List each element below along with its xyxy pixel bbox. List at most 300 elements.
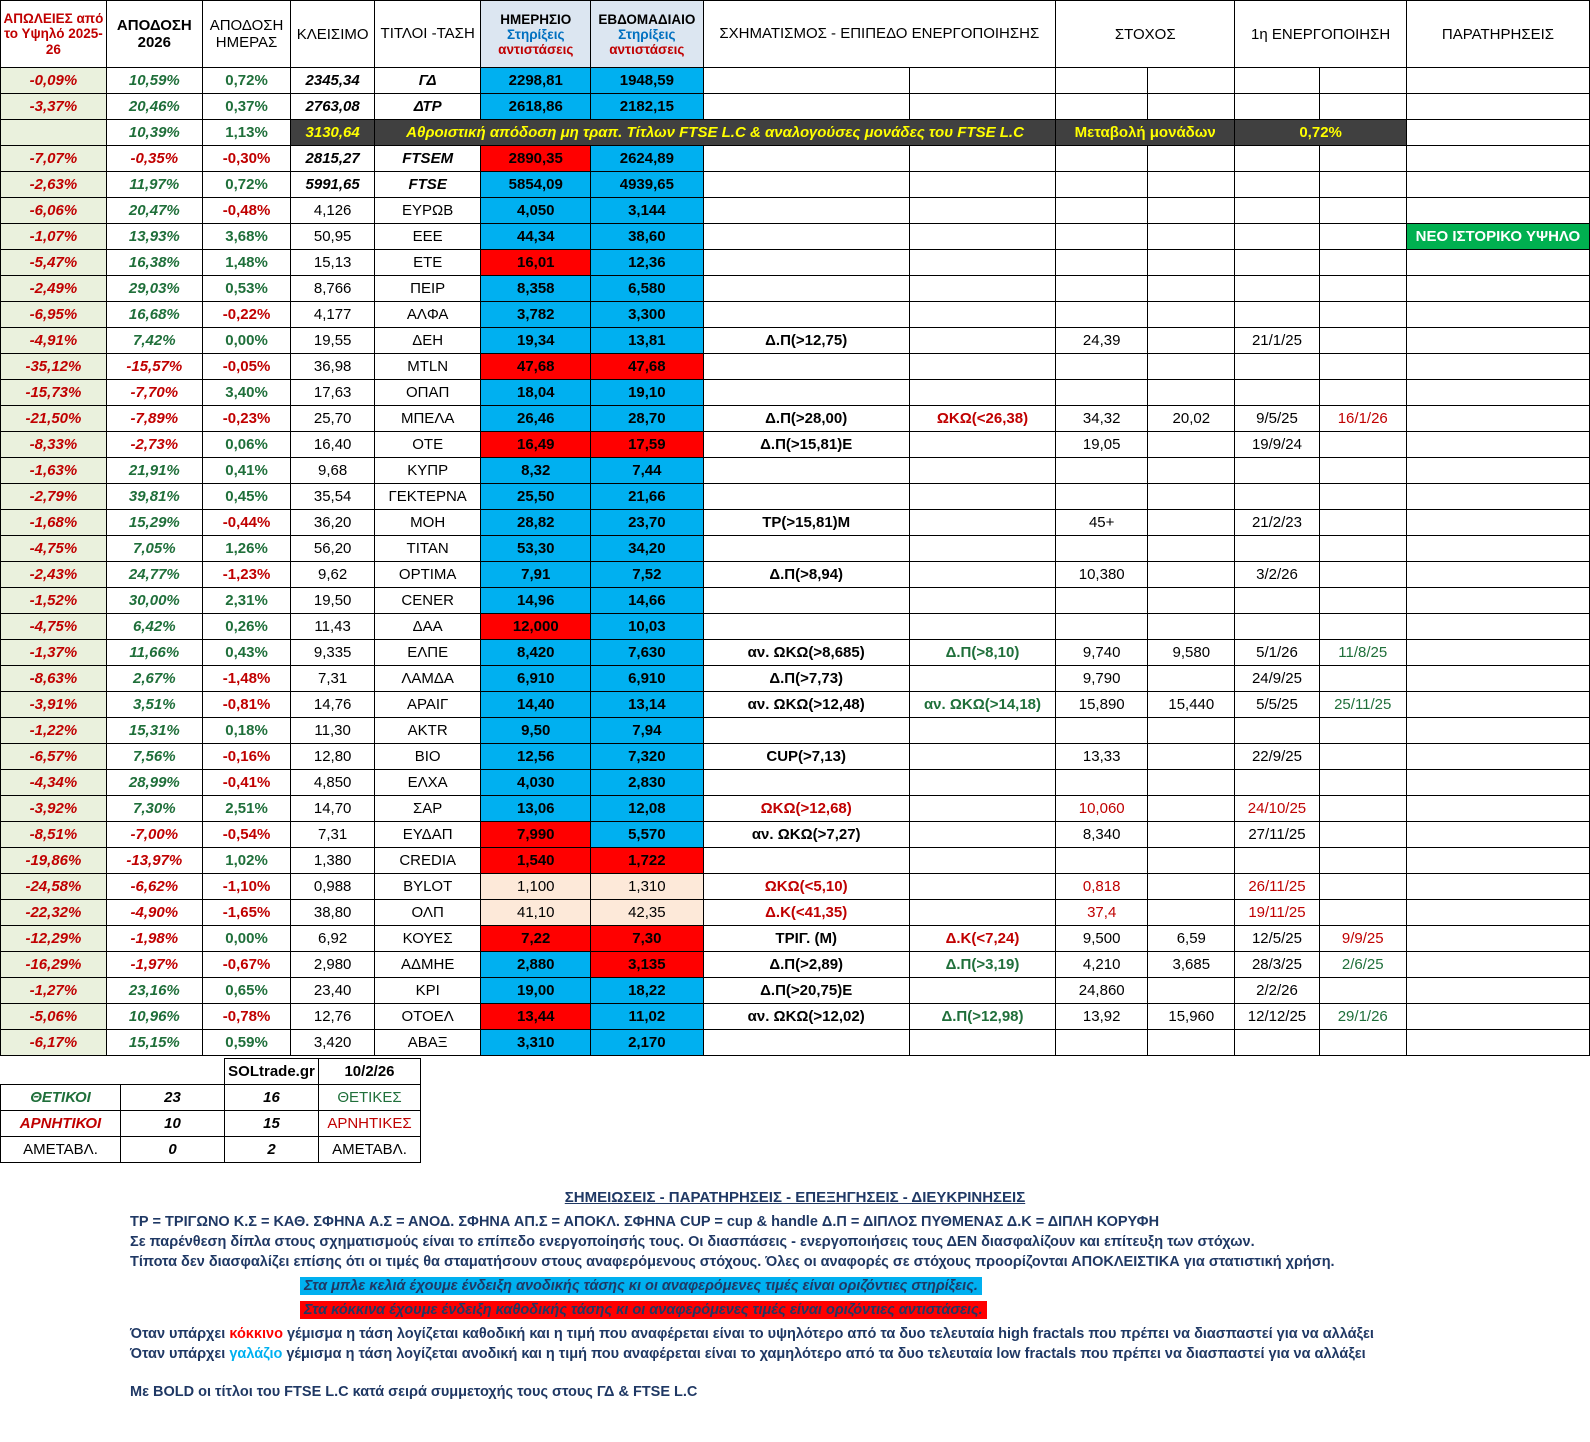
cell-formation-2 [909,588,1055,614]
cell-remark [1406,562,1589,588]
notes-line-5 [130,1346,1590,1362]
cell-daily: 13,06 [481,796,591,822]
cell-daily: 14,40 [481,692,591,718]
cell-remark [1406,1004,1589,1030]
table-row [1,380,1590,406]
cell-loss: -7,07% [1,146,107,172]
cell-perf-year: 20,46% [106,94,202,120]
cell-activation-1 [1235,536,1319,562]
banner-close: 3130,64 [291,120,375,146]
cell-perf-day: 1,26% [202,536,291,562]
cell-target-1: 13,92 [1056,1004,1148,1030]
cell-activation-1 [1235,1030,1319,1056]
cell-title: KPI [374,978,480,1004]
cell-formation-1: ΩΚΩ(>12,68) [703,796,909,822]
summary-table [0,1058,421,1163]
cell-weekly: 3,144 [591,198,703,224]
notes-line-4 [130,1326,1590,1342]
cell-target-2 [1148,718,1235,744]
table-row [1,848,1590,874]
cell-formation-2 [909,484,1055,510]
table-row [1,484,1590,510]
cell-close: 11,30 [291,718,375,744]
cell-perf-year: 23,16% [106,978,202,1004]
table-row [1,146,1590,172]
cell-target-2 [1148,562,1235,588]
cell-activation-2 [1319,276,1406,302]
cell-weekly: 5,570 [591,822,703,848]
cell-close: 2763,08 [291,94,375,120]
cell-target-1: 19,05 [1056,432,1148,458]
summary-label2-negative: ΑΡΝΗΤΙΚΕΣ [319,1111,421,1137]
cell-target-2 [1148,432,1235,458]
table-row [1,614,1590,640]
cell-daily: 2,880 [481,952,591,978]
cell-target-1: 8,340 [1056,822,1148,848]
cell-formation-2: Δ.Π(>3,19) [909,952,1055,978]
table-row [1,744,1590,770]
cell-target-1: 0,818 [1056,874,1148,900]
table-row [1,302,1590,328]
cell-loss: -15,73% [1,380,107,406]
cell-loss: -2,79% [1,484,107,510]
cell-formation-2 [909,198,1055,224]
cell-target-1: 37,4 [1056,900,1148,926]
cell-daily: 2890,35 [481,146,591,172]
notes-line-5b: γαλάζιο [229,1346,283,1362]
cell-target-2 [1148,68,1235,94]
cell-formation-1: Δ.Π(>28,00) [703,406,909,432]
cell-weekly: 3,300 [591,302,703,328]
cell-activation-2 [1319,874,1406,900]
notes-line-6 [130,1384,1590,1400]
cell-formation-1 [703,588,909,614]
cell-daily: 13,44 [481,1004,591,1030]
cell-activation-2 [1319,198,1406,224]
cell-remark [1406,510,1589,536]
cell-weekly: 21,66 [591,484,703,510]
cell-formation-2 [909,94,1055,120]
cell-activation-2: 11/8/25 [1319,640,1406,666]
cell-perf-day: 0,41% [202,458,291,484]
table-row [1,900,1590,926]
cell-title: ΑΡΑΙΓ [374,692,480,718]
cell-weekly: 10,03 [591,614,703,640]
cell-close: 7,31 [291,822,375,848]
summary-b-unchanged: 2 [225,1137,319,1163]
cell-remark [1406,328,1589,354]
cell-loss: -1,07% [1,224,107,250]
cell-close: 23,40 [291,978,375,1004]
cell-target-1 [1056,224,1148,250]
cell-remark [1406,458,1589,484]
cell-title: FTSE [374,172,480,198]
cell-title: ΠΕΙΡ [374,276,480,302]
cell-formation-1 [703,718,909,744]
cell-remark [1406,874,1589,900]
report-date: 10/2/26 [319,1059,421,1085]
cell-target-1 [1056,354,1148,380]
cell-target-2 [1148,380,1235,406]
cell-target-2 [1148,536,1235,562]
cell-perf-day: -0,48% [202,198,291,224]
cell-remark [1406,380,1589,406]
cell-daily: 5854,09 [481,172,591,198]
cell-loss: -2,43% [1,562,107,588]
cell-title: ΔΑΑ [374,614,480,640]
cell-formation-1 [703,614,909,640]
cell-activation-1 [1235,172,1319,198]
header-close: ΚΛΕΙΣΙΜΟ [291,1,375,68]
cell-perf-year: 11,66% [106,640,202,666]
table-row [1,588,1590,614]
cell-loss: -12,29% [1,926,107,952]
summary-row [1,1085,421,1111]
table-row [1,68,1590,94]
cell-formation-1: Δ.Π(>15,81)Ε [703,432,909,458]
cell-formation-2 [909,978,1055,1004]
summary-label2-positive: ΘΕΤΙΚΕΣ [319,1085,421,1111]
cell-perf-year: 29,03% [106,276,202,302]
banner-perf-day: 1,13% [202,120,291,146]
cell-perf-year: 7,30% [106,796,202,822]
cell-target-2: 9,580 [1148,640,1235,666]
cell-activation-2 [1319,302,1406,328]
cell-target-1 [1056,302,1148,328]
cell-activation-1: 21/2/23 [1235,510,1319,536]
cell-perf-year: 7,05% [106,536,202,562]
cell-target-1: 10,060 [1056,796,1148,822]
cell-daily: 14,96 [481,588,591,614]
cell-perf-year: 24,77% [106,562,202,588]
cell-title: ΓΔ [374,68,480,94]
cell-remark [1406,536,1589,562]
cell-remark [1406,822,1589,848]
header-daily [481,1,591,68]
cell-daily: 53,30 [481,536,591,562]
table-row [1,1030,1590,1056]
cell-close: 14,70 [291,796,375,822]
cell-daily: 7,990 [481,822,591,848]
cell-perf-year: 3,51% [106,692,202,718]
header-target: ΣΤΟΧΟΣ [1056,1,1235,68]
cell-perf-day: 0,37% [202,94,291,120]
cell-activation-2 [1319,510,1406,536]
cell-title: CREDIA [374,848,480,874]
cell-target-2 [1148,198,1235,224]
cell-perf-day: -1,10% [202,874,291,900]
cell-perf-day: 3,68% [202,224,291,250]
cell-title: ΜΠΕΛΑ [374,406,480,432]
table-row [1,666,1590,692]
header-weekly-line2: Στηρίξεις [618,26,676,42]
cell-perf-year: -13,97% [106,848,202,874]
cell-activation-1 [1235,458,1319,484]
notes-line-1: ΤΡ = ΤΡΙΓΩΝΟ Κ.Σ = ΚΑΘ. ΣΦΗΝΑ Α.Σ = ΑΝΟΔ. ΣΦΗΝΑ ΑΠ.Σ = ΑΠΟΚΛ. ΣΦΗΝΑ CUP = cup & handle Δ.Π = ΔΙΠΛΟΣ ΠΥΘΜΕΝΑΣ Δ.Κ = ΔΙΠΛΗ ΚΟΡΥΦΗ [130,1214,1160,1230]
cell-title: ΤΙΤΑΝ [374,536,480,562]
cell-formation-2: Δ.Π(>12,98) [909,1004,1055,1030]
cell-title: ΕΥΡΩΒ [374,198,480,224]
cell-perf-day: -0,54% [202,822,291,848]
summary-b-positive: 16 [225,1085,319,1111]
table-row [1,458,1590,484]
cell-target-2 [1148,874,1235,900]
cell-perf-day: 1,48% [202,250,291,276]
cell-weekly: 2624,89 [591,146,703,172]
legend-blue: Στα μπλε κελιά έχουμε ένδειξη ανοδικής τάσης κι οι αναφερόμενες τιμές είναι οριζόντιες στηρίξεις. [300,1277,982,1295]
cell-close: 2815,27 [291,146,375,172]
header-titles: ΤΙΤΛΟΙ -ΤΑΣΗ [374,1,480,68]
notes-line-2: Σε παρένθεση δίπλα στους σχηματισμούς είναι το επίπεδο ενεργοποίησής τους. Οι διασπάσεις - ενεργοποιήσεις τους ΔΕΝ διασφαλίζουν και επίτευξη των στόχων. [130,1234,1255,1250]
cell-daily: 1,100 [481,874,591,900]
cell-remark [1406,588,1589,614]
cell-target-2 [1148,744,1235,770]
summary-b-negative: 15 [225,1111,319,1137]
cell-loss: -0,09% [1,68,107,94]
cell-perf-day: -0,78% [202,1004,291,1030]
cell-weekly: 38,60 [591,224,703,250]
cell-target-1 [1056,172,1148,198]
cell-loss: -3,91% [1,692,107,718]
cell-perf-day: -0,23% [202,406,291,432]
table-row [1,822,1590,848]
cell-target-1: 9,790 [1056,666,1148,692]
cell-target-2 [1148,328,1235,354]
cell-weekly: 4939,65 [591,172,703,198]
cell-title: ΕΛΧΑ [374,770,480,796]
cell-target-2 [1148,354,1235,380]
cell-daily: 16,01 [481,250,591,276]
cell-title: ΟΛΠ [374,900,480,926]
cell-activation-2 [1319,380,1406,406]
cell-formation-1 [703,68,909,94]
cell-loss: -1,68% [1,510,107,536]
cell-close: 4,126 [291,198,375,224]
cell-title: ΛΑΜΔΑ [374,666,480,692]
cell-close: 17,63 [291,380,375,406]
cell-activation-2 [1319,588,1406,614]
cell-perf-year: 16,68% [106,302,202,328]
cell-weekly: 7,52 [591,562,703,588]
cell-target-2: 6,59 [1148,926,1235,952]
cell-title: ΟΠΑΠ [374,380,480,406]
header-formation: ΣΧΗΜΑΤΙΣΜΟΣ - ΕΠΙΠΕΔΟ ΕΝΕΡΓΟΠΟΙΗΣΗΣ [703,1,1056,68]
cell-weekly: 34,20 [591,536,703,562]
table-row [1,952,1590,978]
cell-formation-2 [909,666,1055,692]
cell-weekly: 6,910 [591,666,703,692]
notes-line-5a: Όταν υπάρχει [130,1346,230,1362]
cell-remark [1406,640,1589,666]
table-row [1,510,1590,536]
summary-label-positive: ΘΕΤΙΚΟΙ [1,1085,121,1111]
cell-perf-day: 0,45% [202,484,291,510]
cell-formation-2: ΩΚΩ(<26,38) [909,406,1055,432]
cell-formation-1: αν. ΩΚΩ(>12,02) [703,1004,909,1030]
table-row [1,224,1590,250]
cell-title: ΕΤΕ [374,250,480,276]
cell-remark [1406,666,1589,692]
cell-remark [1406,744,1589,770]
summary-brand-row [1,1059,421,1085]
header-remarks: ΠΑΡΑΤΗΡΗΣΕΙΣ [1406,1,1589,68]
cell-activation-2 [1319,666,1406,692]
cell-formation-2 [909,276,1055,302]
cell-close: 2,980 [291,952,375,978]
cell-daily: 4,050 [481,198,591,224]
cell-loss: -4,75% [1,536,107,562]
cell-perf-year: -7,89% [106,406,202,432]
cell-target-1 [1056,380,1148,406]
summary-label2-unchanged: ΑΜΕΤΑΒΛ. [319,1137,421,1163]
cell-daily: 26,46 [481,406,591,432]
cell-weekly: 1948,59 [591,68,703,94]
cell-perf-day: 3,40% [202,380,291,406]
cell-formation-2: Δ.Κ(<7,24) [909,926,1055,952]
summary-row [1,1137,421,1163]
cell-target-2 [1148,770,1235,796]
cell-perf-day: 2,31% [202,588,291,614]
cell-target-1: 15,890 [1056,692,1148,718]
cell-weekly: 7,320 [591,744,703,770]
cell-daily: 47,68 [481,354,591,380]
cell-formation-2: αν. ΩΚΩ(>14,18) [909,692,1055,718]
cell-loss: -8,51% [1,822,107,848]
cell-formation-1: Δ.Π(>8,94) [703,562,909,588]
cell-close: 2345,34 [291,68,375,94]
cell-perf-year: -4,90% [106,900,202,926]
cell-formation-2 [909,874,1055,900]
cell-target-1 [1056,770,1148,796]
cell-close: 9,62 [291,562,375,588]
cell-activation-1 [1235,848,1319,874]
notes-line-3: Τίποτα δεν διασφαλίζει επίσης ότι οι τιμές θα σταματήσουν στους αναφερόμενους στόχους. Όλες οι αναφορές σε στόχους προορίζονται ΑΠΟΚΛΕΙΣΤΙΚΑ για στατιστική χρήση. [130,1254,1335,1270]
cell-title: ΑΔΜΗΕ [374,952,480,978]
cell-daily: 3,782 [481,302,591,328]
cell-target-1 [1056,276,1148,302]
cell-target-2 [1148,978,1235,1004]
cell-target-1 [1056,536,1148,562]
cell-activation-1: 9/5/25 [1235,406,1319,432]
cell-target-2 [1148,588,1235,614]
cell-formation-1 [703,302,909,328]
cell-formation-2 [909,458,1055,484]
cell-formation-1: αν. ΩΚΩ(>12,48) [703,692,909,718]
cell-daily: 4,030 [481,770,591,796]
cell-close: 19,55 [291,328,375,354]
cell-close: 9,68 [291,458,375,484]
cell-activation-2 [1319,458,1406,484]
cell-perf-day: 0,43% [202,640,291,666]
cell-weekly: 1,310 [591,874,703,900]
cell-target-2 [1148,250,1235,276]
cell-perf-year: 39,81% [106,484,202,510]
cell-target-1: 9,740 [1056,640,1148,666]
banner-empty-loss [1,120,107,146]
cell-activation-1: 28/3/25 [1235,952,1319,978]
cell-perf-day: -0,22% [202,302,291,328]
cell-activation-2 [1319,172,1406,198]
cell-activation-2: 9/9/25 [1319,926,1406,952]
cell-activation-1: 12/12/25 [1235,1004,1319,1030]
cell-target-2 [1148,900,1235,926]
cell-remark [1406,796,1589,822]
banner-units-value: 0,72% [1235,120,1407,146]
cell-activation-1 [1235,588,1319,614]
cell-weekly: 7,30 [591,926,703,952]
summary-label-unchanged: ΑΜΕΤΑΒΛ. [1,1137,121,1163]
cell-activation-2 [1319,822,1406,848]
cell-perf-day: 2,51% [202,796,291,822]
cell-perf-day: 1,02% [202,848,291,874]
cell-close: 35,54 [291,484,375,510]
cell-formation-1 [703,770,909,796]
cell-activation-1: 27/11/25 [1235,822,1319,848]
cell-formation-1 [703,848,909,874]
cell-perf-day: -0,30% [202,146,291,172]
cell-activation-2 [1319,536,1406,562]
banner-perf-year: 10,39% [106,120,202,146]
cell-target-2 [1148,276,1235,302]
notes-line-6a: Με BOLD [130,1384,195,1400]
cell-close: 4,177 [291,302,375,328]
cell-close: 11,43 [291,614,375,640]
cell-perf-year: 15,31% [106,718,202,744]
cell-loss: -3,92% [1,796,107,822]
table-row [1,978,1590,1004]
cell-perf-day: 0,72% [202,172,291,198]
cell-weekly: 7,630 [591,640,703,666]
cell-loss: -4,34% [1,770,107,796]
cell-perf-year: 7,56% [106,744,202,770]
banner-empty-remark [1406,120,1589,146]
cell-daily: 44,34 [481,224,591,250]
cell-loss: -1,63% [1,458,107,484]
cell-close: 1,380 [291,848,375,874]
cell-target-2: 15,960 [1148,1004,1235,1030]
cell-close: 15,13 [291,250,375,276]
cell-activation-1 [1235,770,1319,796]
cell-weekly: 28,70 [591,406,703,432]
header-daily-line3: αντιστάσεις [498,41,574,57]
cell-target-2 [1148,302,1235,328]
cell-remark [1406,900,1589,926]
cell-target-1: 13,33 [1056,744,1148,770]
cell-daily: 1,540 [481,848,591,874]
cell-daily: 9,50 [481,718,591,744]
cell-activation-2: 25/11/25 [1319,692,1406,718]
cell-target-1 [1056,68,1148,94]
header-losses: ΑΠΩΛΕΙΕΣ από το Υψηλό 2025-26 [1,1,107,68]
cell-formation-2 [909,744,1055,770]
cell-title: ΜΟΗ [374,510,480,536]
cell-activation-1: 2/2/26 [1235,978,1319,1004]
table-row [1,198,1590,224]
summary-a-unchanged: 0 [121,1137,225,1163]
cell-perf-year: 7,42% [106,328,202,354]
cell-perf-day: -1,48% [202,666,291,692]
cell-close: 56,20 [291,536,375,562]
cell-daily: 16,49 [481,432,591,458]
cell-remark [1406,406,1589,432]
cell-target-1: 24,860 [1056,978,1148,1004]
cell-target-2 [1148,666,1235,692]
cell-remark [1406,68,1589,94]
cell-formation-1 [703,484,909,510]
cell-formation-2 [909,354,1055,380]
cell-formation-1: ΩΚΩ(<5,10) [703,874,909,900]
cell-perf-day: 0,00% [202,328,291,354]
